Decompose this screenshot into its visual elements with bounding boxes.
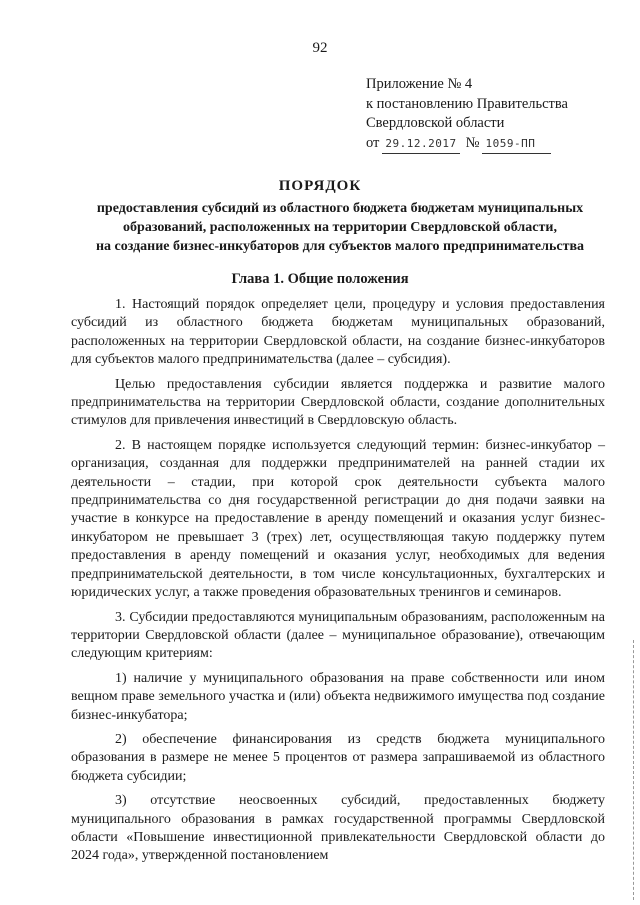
handwritten-number: 1059-ПП <box>482 134 551 155</box>
chapter-heading: Глава 1. Общие положения <box>231 271 409 287</box>
appendix-line-1: Приложение № 4 <box>366 76 473 92</box>
paragraph-5: 1) наличие у муниципального образования на праве собственности или ином вещном праве земельного участка и (или) объекта недвижимого имущества под создание бизнес-инкубатора; <box>71 670 605 723</box>
page-number: 92 <box>312 40 328 56</box>
document-subtitle <box>70 199 610 256</box>
paragraph-6: 2) обеспечение финансирования из средств бюджета муниципального образования в размере не менее 5 процентов от размера запрашиваемой из областного бюджета субсидии; <box>71 731 605 784</box>
number-prefix: № <box>465 134 480 151</box>
date-prefix: от <box>366 134 380 151</box>
scan-edge-line <box>633 640 636 900</box>
appendix-block <box>366 75 568 154</box>
paragraph-2: Целью предоставления субсидии является поддержка и развитие малого предпринимательства на территории Свердловской области, создание дополнительных стимулов для привлечения инвестиций в Свердловскую область. <box>71 376 605 429</box>
appendix-line-3: Свердловской области <box>366 115 505 131</box>
paragraph-3: 2. В настоящем порядке используется следующий термин: бизнес-инкубатор – организация, созданная для поддержки предпринимателей на ранней стадии их деятельности – стадии, при которой срок деятельности субъекта малого предпринимательства со дня государственной регистрации до дня подачи заявки на участие в конкурсе на предоставление в аренду помещений и оказания услуг бизнес-инкубатором не превышает 3 (трех) лет, осуществляющая такую поддержку путем предоставления в аренду помещений и оказания услуг, необходимых для ведения предпринимательской деятельности, в том числе консультационных, бухгалтерских и юридических услуг, а также проведения образовательных тренингов и семинаров. <box>71 437 605 601</box>
body-text <box>71 296 605 872</box>
subtitle-line-2: образований, расположенных на территории Свердловской области, <box>123 220 557 235</box>
document-title: ПОРЯДОК <box>278 178 362 194</box>
paragraph-1: 1. Настоящий порядок определяет цели, процедуру и условия предоставления субсидий из областного бюджета бюджетам муниципальных образований, расположенных на территории Свердловской области, на создание бизнес-инкубаторов для субъектов малого предпринимательства (далее – субсидия). <box>71 297 605 368</box>
appendix-date-line <box>366 134 568 155</box>
appendix-line-2: к постановлению Правительства <box>366 95 568 112</box>
paragraph-7: 3) отсутствие неосвоенных субсидий, предоставленных бюджету муниципального образования в рамках государственной программы Свердловской области «Повышение инвестиционной привлекательности Свердловской области до 2024 года», утвержденной постановлением <box>71 793 605 864</box>
subtitle-line-3: на создание бизнес-инкубаторов для субъектов малого предпринимательства <box>95 239 585 254</box>
handwritten-date: 29.12.2017 <box>382 134 459 155</box>
subtitle-line-1: предоставления субсидий из областного бюджета бюджетам муниципальных <box>96 201 584 216</box>
paragraph-4: 3. Субсидии предоставляются муниципальным образованиям, расположенным на территории Свердловской области (далее – муниципальное образование), отвечающим следующим критериям: <box>71 609 605 662</box>
